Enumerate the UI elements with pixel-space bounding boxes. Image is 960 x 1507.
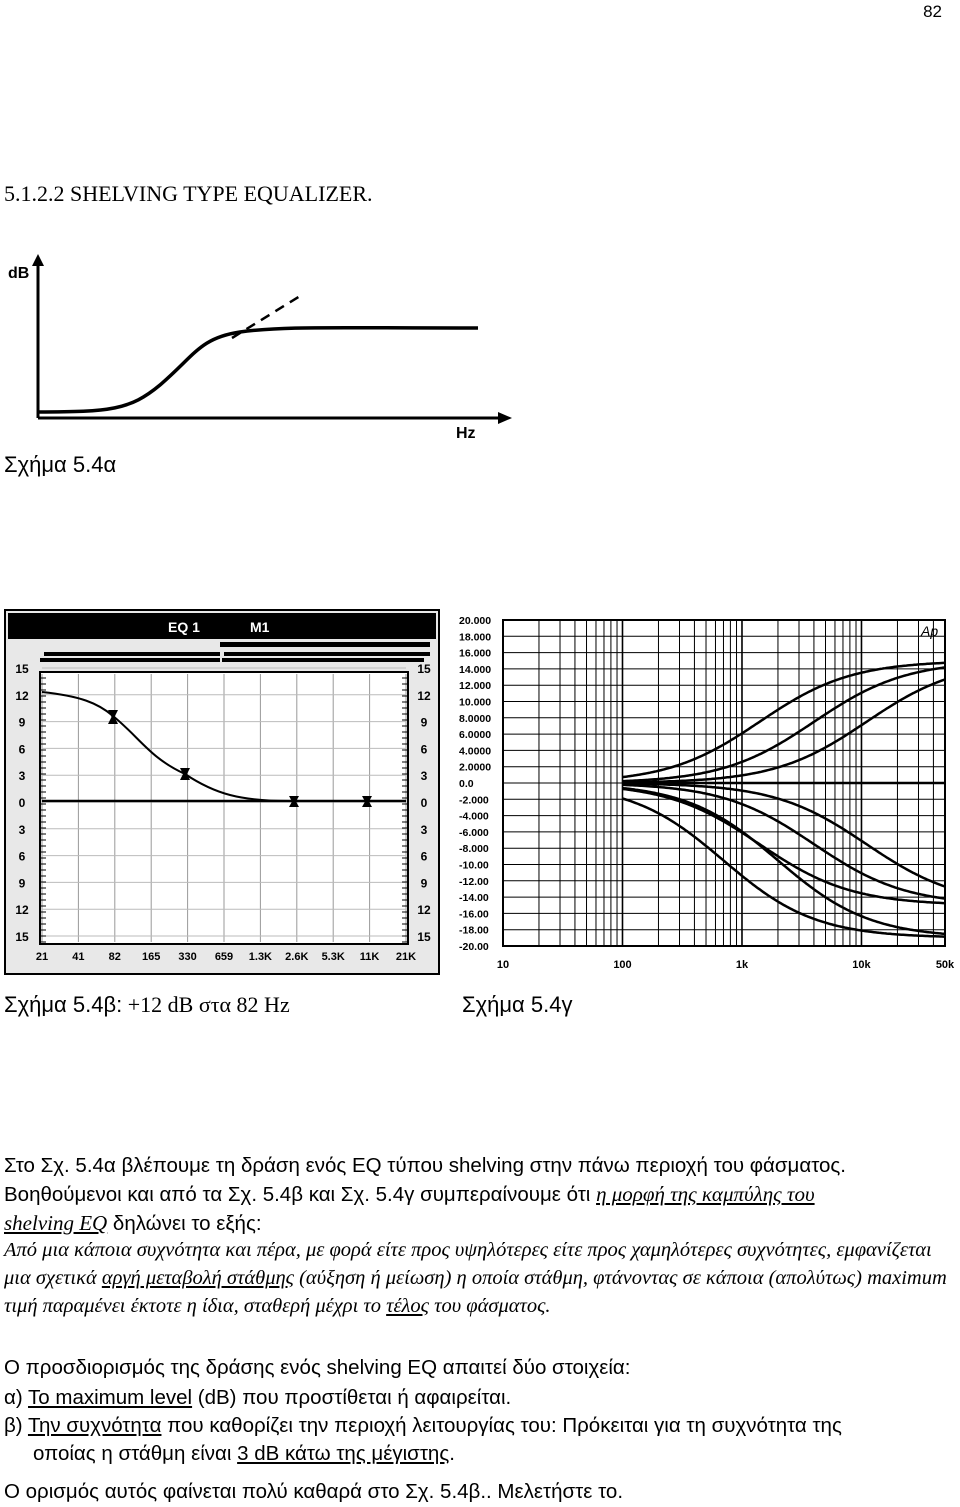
x-tick: 165 (142, 951, 161, 963)
x-tick: 82 (108, 951, 121, 963)
y-tick-left: 9 (18, 876, 26, 891)
corner-label: Ap (921, 623, 939, 639)
y-tick: 18.000 (459, 631, 492, 644)
header-m1: M1 (250, 619, 270, 635)
y-tick-left: 15 (15, 662, 29, 676)
y-tick: 8.0000 (459, 712, 492, 725)
figure-5-4b (0, 608, 442, 976)
y-tick: 4.0000 (459, 745, 492, 758)
y-tick-right: 9 (420, 715, 428, 730)
x-tick: 21K (395, 951, 417, 963)
y-tick-left: 0 (18, 796, 26, 810)
item-b-prefix: β) (4, 1414, 28, 1437)
y-tick: -10.00 (459, 859, 489, 872)
panel-header (8, 613, 436, 639)
y-tick-right: 3 (420, 769, 428, 784)
paragraph-3: Ο προσδιορισμός της δράσης ενός shelving EQ απαιτεί δύο στοιχεία: (4, 1356, 631, 1379)
paragraph-1 (4, 1152, 960, 1238)
y-tick-right: 6 (420, 849, 428, 864)
y-tick: 10.000 (459, 696, 492, 709)
shelving-curve (38, 328, 478, 412)
x-arrow (498, 412, 512, 424)
y-label: dB (8, 265, 30, 282)
x-label: Hz (456, 425, 476, 442)
x-tick: 100 (613, 959, 632, 971)
y-tick-right: 3 (420, 822, 428, 837)
y-tick: 14.000 (459, 663, 492, 676)
y-tick: 16.000 (459, 647, 492, 660)
y-tick: 2.0000 (459, 761, 492, 774)
x-tick: 21 (35, 951, 49, 963)
p2-underline-end: τέλος (386, 1295, 430, 1317)
y-tick-left: 9 (18, 715, 26, 730)
x-tick: 10k (852, 959, 871, 971)
x-tick: 1k (735, 959, 749, 971)
y-tick-right: 9 (420, 876, 428, 891)
y-tick: 6.0000 (459, 729, 492, 742)
p2-underline: αργή μεταβολή στάθμης (101, 1267, 294, 1289)
item-b-underline: Την συχνότητα (27, 1414, 162, 1437)
y-tick-left: 15 (15, 930, 29, 944)
item-b-line2-text: οποίας η στάθμη είναι (33, 1442, 238, 1465)
y-tick: -20.00 (459, 941, 489, 953)
y-tick-left: 3 (18, 822, 26, 837)
p1-line3-text: δηλώνει το εξής: (107, 1212, 262, 1235)
y-tick-right: 12 (417, 688, 431, 703)
p1-line2-text: Βοηθούμενοι και από τα Σχ. 5.4β και Σχ. 5.4γ συμπεραίνουμε ότι (4, 1183, 597, 1206)
page-number: 82 (923, 2, 942, 21)
y-tick-left: 12 (15, 688, 29, 703)
list-item-a (4, 1384, 960, 1412)
x-tick: 41 (72, 951, 85, 963)
y-tick: 20.000 (459, 615, 492, 627)
paragraph-2 (4, 1236, 960, 1320)
caption-5-4b (4, 992, 290, 1018)
y-tick: -2.000 (459, 794, 489, 807)
item-a-text: (dB) που προστίθεται ή αφαιρείται. (192, 1386, 512, 1409)
y-tick-right: 15 (417, 930, 431, 944)
caption-5-4b-prefix: Σχήμα 5.4β: (4, 992, 123, 1017)
section-title: 5.1.2.2 SHELVING TYPE EQUALIZER. (4, 181, 373, 206)
p1-line2 (4, 1180, 960, 1209)
x-tick: 330 (178, 951, 197, 963)
x-tick-labels (497, 959, 955, 971)
caption-5-4b-suffix: +12 dB στα 82 Hz (122, 992, 290, 1017)
p1-line1: Στο Σχ. 5.4α βλέπουμε τη δράση ενός EQ τύπου shelving στην πάνω περιοχή του φάσματος. (4, 1154, 847, 1177)
y-tick: -14.00 (459, 892, 489, 905)
x-tick: 10 (496, 959, 510, 971)
x-tick: 2.6K (285, 951, 309, 963)
item-b-line2-end: . (449, 1442, 455, 1465)
list-item-b (4, 1412, 960, 1468)
x-tick: 5.3K (321, 951, 345, 963)
y-tick: 0.0 (459, 778, 474, 790)
y-tick-left: 12 (15, 903, 29, 918)
figure-5-4c (455, 606, 960, 976)
item-b-text: που καθορίζει την περιοχή λειτουργίας του: Πρόκειται για τη συχνότητα της (161, 1414, 842, 1437)
p2-text-a: Από μια κάποια συχνότητα και πέρα, με φορά είτε προς υψηλότερες είτε προς χαμηλότερες συχνότητες, εμφανίζεται μια σχετικά (4, 1239, 932, 1289)
header-eq1: EQ 1 (168, 619, 200, 635)
y-tick: 12.000 (459, 680, 492, 693)
figure-5-4a (0, 250, 520, 450)
y-tick-right: 6 (420, 742, 428, 757)
y-tick: -12.00 (459, 875, 489, 888)
p1-underline: η μορφή της καμπύλης του (596, 1182, 815, 1206)
p1-shelving-eq: shelving EQ (4, 1211, 108, 1235)
y-tick: -18.00 (459, 924, 489, 937)
caption-5-4c: Σχήμα 5.4γ (462, 992, 573, 1017)
x-tick: 659 (214, 951, 234, 963)
y-tick-left: 6 (18, 849, 26, 864)
y-tick: -4.000 (459, 810, 489, 823)
item-a-prefix: α) (4, 1386, 29, 1409)
y-tick-right: 12 (417, 903, 431, 918)
y-tick: -8.000 (459, 843, 489, 856)
p2-text-c: του φάσματος. (429, 1295, 551, 1317)
y-tick-right: 0 (420, 796, 428, 810)
caption-5-4a: Σχήμα 5.4α (4, 452, 117, 477)
x-tick: 11K (359, 951, 380, 963)
p1-line3 (4, 1209, 960, 1238)
x-tick: 50k (935, 959, 955, 971)
y-tick-left: 6 (18, 742, 26, 757)
y-tick-labels (459, 615, 491, 953)
y-tick: -6.000 (459, 826, 489, 839)
y-tick-right: 15 (417, 662, 431, 676)
item-a-underline: Το maximum level (28, 1386, 193, 1409)
item-b-line2-underline: 3 dB κάτω της μέγιστης (237, 1442, 450, 1465)
final-sentence: Ο ορισμός αυτός φαίνεται πολύ καθαρά στο Σχ. 5.4β.. Μελετήστε το. (4, 1480, 624, 1503)
y-tick-left: 3 (18, 769, 26, 784)
x-tick: 1.3K (248, 951, 273, 963)
y-tick: -16.00 (459, 908, 489, 921)
p2-text-b: (αύξηση ή μείωση) η οποία στάθμη, φτάνοντας σε κάποια (απολύτως) maximum τιμή παραμένει έκτοτε η ίδια, σταθερή μέχρι το (4, 1267, 947, 1317)
y-arrow (32, 254, 44, 266)
